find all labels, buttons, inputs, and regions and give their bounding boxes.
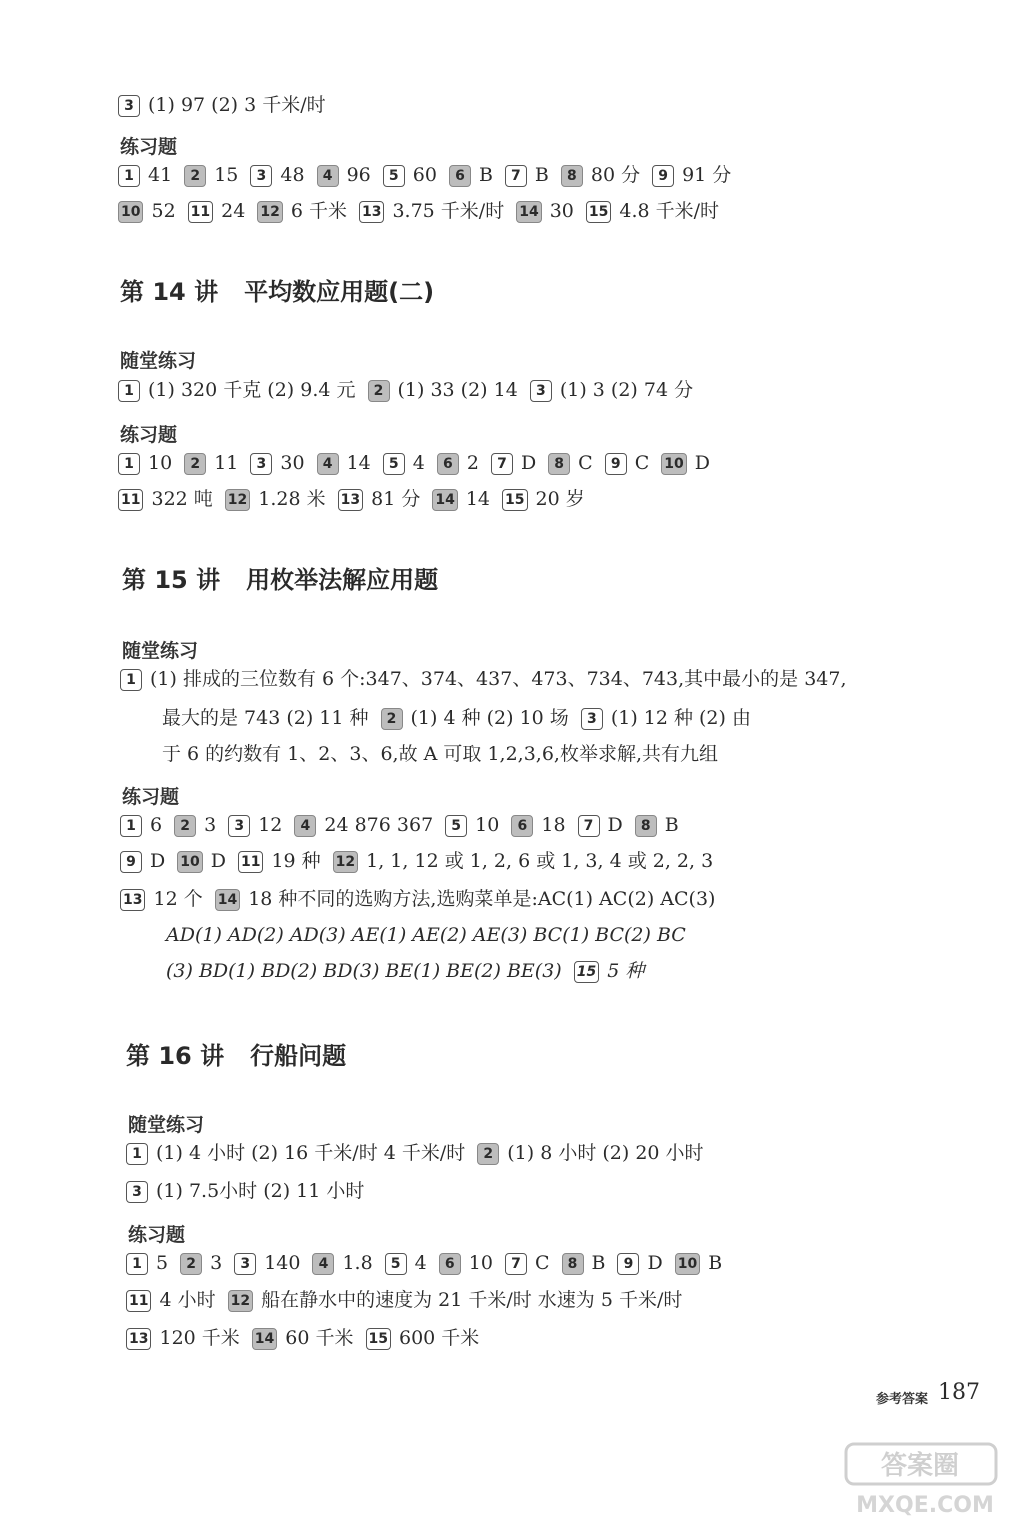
answer-line [120, 848, 725, 874]
answer-text: (1) 12 种 (2) 由 [610, 707, 751, 729]
item-number-badge: 10 [675, 1253, 700, 1275]
answer-text: 船在静水中的速度为 21 千米/时 水速为 5 千米/时 [261, 1289, 683, 1311]
answer-item [338, 488, 421, 510]
item-number-badge: 3 [581, 708, 603, 730]
answer-text: 140 [264, 1252, 301, 1274]
answer-text: 30 [549, 200, 574, 222]
answer-text: C [634, 452, 650, 474]
answer-text: D [694, 452, 710, 474]
item-number-badge: 9 [652, 165, 674, 187]
item-number-badge: 3 [250, 453, 272, 475]
item-number-badge: 11 [126, 1290, 151, 1312]
answer-text: D [520, 452, 537, 474]
answer-text: 10 [468, 1252, 493, 1274]
answer-text: AD(1) AD(2) AD(3) AE(1) AE(2) AE(3) BC(1) BC(2) BC [166, 924, 686, 946]
item-number-badge: 1 [118, 453, 140, 475]
item-number-badge: 2 [368, 380, 390, 402]
answer-text: C [534, 1252, 550, 1274]
item-number-badge: 1 [118, 165, 140, 187]
answer-item [126, 1180, 364, 1202]
answer-text: 91 分 [682, 164, 732, 186]
item-number-badge: 2 [174, 815, 196, 837]
answer-item [505, 1252, 550, 1274]
answer-item [675, 1252, 722, 1274]
answer-item [581, 707, 751, 729]
item-number-badge: 3 [118, 95, 140, 117]
answer-item [449, 164, 493, 186]
answer-item [252, 1327, 354, 1349]
answer-item [548, 452, 593, 474]
answer-text: 12 个 [153, 888, 203, 910]
item-number-badge: 6 [439, 1253, 461, 1275]
answer-item [126, 1289, 216, 1311]
item-number-badge: 3 [530, 380, 552, 402]
item-number-badge: 10 [177, 851, 202, 873]
answer-line [166, 958, 656, 984]
answer-item [184, 452, 238, 474]
item-number-badge: 1 [118, 380, 140, 402]
answer-text: (1) 33 (2) 14 [397, 379, 518, 401]
practice-label: 练习题 [128, 1224, 186, 1246]
answer-text: 6 [150, 814, 163, 836]
item-number-badge: 5 [383, 165, 405, 187]
top-answer [118, 92, 326, 118]
answer-item [652, 164, 731, 186]
item-number-badge: 4 [317, 165, 339, 187]
item-number-badge: 3 [126, 1181, 148, 1203]
answer-item [383, 164, 437, 186]
watermark-logo-text: 答案圈 [880, 1451, 960, 1481]
answer-text: 于 6 的约数有 1、2、3、6,故 A 可取 1,2,3,6,枚举求解,共有九组 [162, 743, 718, 765]
item-number-badge: 14 [516, 201, 541, 223]
answer-text: 48 [280, 164, 305, 186]
item-number-badge: 15 [574, 961, 599, 983]
footer-label: 参考答案 [875, 1392, 928, 1407]
item-number-badge: 13 [338, 489, 363, 511]
answer-text: B [708, 1252, 723, 1274]
item-number-badge: 1 [126, 1253, 148, 1275]
item-number-badge: 15 [586, 201, 611, 223]
lecture-title: 行船问题 [250, 1042, 347, 1070]
answer-item [120, 888, 203, 910]
answer-item [617, 1252, 662, 1274]
answer-text: 52 [151, 200, 176, 222]
item-number-badge: 3 [234, 1253, 256, 1275]
lecture-heading [126, 1036, 346, 1071]
answer-line [118, 162, 743, 188]
item-number-badge: 7 [505, 1253, 527, 1275]
class-practice-label: 随堂练习 [122, 640, 199, 662]
item-number-badge: 6 [511, 815, 533, 837]
lecture-heading [120, 272, 434, 307]
answer-item [511, 814, 565, 836]
item-number-badge: 6 [449, 165, 471, 187]
answer-item [166, 924, 686, 946]
answer-text: (1) 7.5小时 (2) 11 小时 [156, 1180, 365, 1202]
answer-text: (1) 320 千克 (2) 9.4 元 [148, 379, 356, 401]
item-number-badge: 4 [312, 1253, 334, 1275]
answer-item [162, 707, 369, 729]
item-number-badge: 1 [120, 669, 142, 691]
answer-item [368, 379, 518, 401]
answer-item [561, 164, 640, 186]
item-number-badge: 14 [215, 889, 240, 911]
item-number-badge: 2 [180, 1253, 202, 1275]
answer-item [118, 488, 213, 510]
answer-item [238, 850, 321, 872]
item-number-badge: 2 [184, 453, 206, 475]
answer-item [432, 488, 490, 510]
answer-text: 3 [204, 814, 217, 836]
answer-item [586, 200, 719, 222]
answer-text: B [534, 164, 549, 186]
answer-text: (1) 4 小时 (2) 16 千米/时 4 千米/时 [156, 1142, 466, 1164]
answer-text: 6 千米 [290, 200, 347, 222]
answer-text: 120 千米 [159, 1327, 240, 1349]
answer-text: (1) 4 种 (2) 10 场 [410, 707, 569, 729]
answer-text: B [664, 814, 679, 836]
answer-item [174, 814, 216, 836]
item-number-badge: 9 [120, 851, 142, 873]
practice-label: 练习题 [120, 424, 178, 446]
answer-text: 18 种不同的选购方法,选购菜单是:AC(1) AC(2) AC(3) [248, 888, 716, 910]
answer-text: 4 [412, 452, 425, 474]
answer-item [333, 850, 714, 872]
answer-text: 1.8 [342, 1252, 373, 1274]
answer-text: (1) 排成的三位数有 6 个:347、374、437、473、734、743,其中最小的是 347, [150, 668, 847, 690]
answer-item [118, 452, 172, 474]
item-number-badge: 13 [120, 889, 145, 911]
answer-item [437, 452, 479, 474]
answer-line [166, 922, 698, 948]
answer-line [118, 198, 731, 224]
answer-text: 60 [412, 164, 437, 186]
item-number-badge: 7 [578, 815, 600, 837]
answer-item [317, 452, 371, 474]
answer-text: 41 [148, 164, 173, 186]
answer-text: 5 种 [607, 960, 645, 982]
answer-text: 1, 1, 12 或 1, 2, 6 或 1, 3, 4 或 2, 2, 3 [366, 850, 714, 872]
answer-item [605, 452, 650, 474]
answer-text: 10 [475, 814, 500, 836]
answer-text: 20 岁 [535, 488, 585, 510]
item-number-badge: 7 [491, 453, 513, 475]
item-number-badge: 9 [617, 1253, 639, 1275]
answer-item [184, 164, 238, 186]
item-number-badge: 6 [437, 453, 459, 475]
answer-text: 322 吨 [151, 488, 213, 510]
answer-item [257, 200, 347, 222]
answer-text: 80 分 [590, 164, 641, 186]
answer-item [359, 200, 504, 222]
item-number-badge: 8 [548, 453, 570, 475]
answer-item [250, 452, 304, 474]
answer-line [120, 886, 727, 912]
answer-text: 2 [466, 452, 479, 474]
answer-line [120, 812, 691, 838]
practice-label: 练习题 [120, 136, 178, 158]
answer-line [162, 741, 730, 767]
answer-text: 3.75 千米/时 [392, 200, 505, 222]
answer-item [120, 668, 847, 690]
answer-line [126, 1287, 694, 1313]
answer-text: (1) 3 (2) 74 分 [559, 379, 694, 401]
answer-text: 1.28 米 [258, 488, 326, 510]
answer-item [317, 164, 371, 186]
answer-text: 最大的是 743 (2) 11 种 [162, 707, 369, 729]
item-number-badge: 12 [228, 1290, 253, 1312]
answer-item [118, 379, 356, 401]
item-number-badge: 2 [381, 708, 403, 730]
class-practice-label: 随堂练习 [120, 350, 197, 372]
answer-item [574, 960, 645, 982]
item-number-badge: 5 [385, 1253, 407, 1275]
answer-item [120, 814, 162, 836]
item-number-badge: 8 [635, 815, 657, 837]
answer-item [635, 814, 679, 836]
answer-item [445, 814, 499, 836]
answer-line [120, 666, 859, 692]
answer-text: 24 876 367 [324, 814, 434, 836]
answer-text: D [647, 1252, 663, 1274]
answer-line [118, 450, 722, 476]
answer-item [578, 814, 623, 836]
answer-item [661, 452, 710, 474]
answer-text: 600 千米 [398, 1327, 480, 1349]
answer-item [385, 1252, 427, 1274]
answer-item [120, 850, 165, 872]
watermark-logo [840, 1440, 1010, 1520]
lecture-number: 第 14 讲 [120, 278, 219, 306]
item-number-badge: 12 [225, 489, 250, 511]
answer-text: 4.8 千米/时 [619, 200, 720, 222]
item-number-badge: 8 [562, 1253, 584, 1275]
answer-item [118, 164, 172, 186]
item-number-badge: 7 [505, 165, 527, 187]
page-number: 187 [938, 1380, 980, 1405]
answer-text: 4 [414, 1252, 427, 1274]
item-number-badge: 8 [561, 165, 583, 187]
item-number-badge: 11 [238, 851, 263, 873]
watermark-url: MXQE.COM [856, 1493, 994, 1518]
answer-item [562, 1252, 606, 1274]
item-number-badge: 1 [120, 815, 142, 837]
item-number-badge: 5 [445, 815, 467, 837]
answer-line [126, 1325, 491, 1351]
answer-text: (1) 97 (2) 3 千米/时 [148, 94, 326, 116]
answer-item [118, 200, 176, 222]
item-number-badge: 15 [366, 1328, 391, 1350]
answer-item [294, 814, 433, 836]
item-number-badge: 14 [252, 1328, 277, 1350]
item-number-badge: 14 [432, 489, 457, 511]
answer-item [228, 814, 282, 836]
lecture-number: 第 15 讲 [122, 566, 221, 594]
item-number-badge: 10 [661, 453, 686, 475]
answer-text: 19 种 [271, 850, 321, 872]
class-practice-label: 随堂练习 [128, 1114, 205, 1136]
answer-text: 5 [156, 1252, 169, 1274]
answer-text: (3) BD(1) BD(2) BD(3) BE(1) BE(2) BE(3) [166, 960, 562, 982]
lecture-heading [122, 560, 438, 595]
item-number-badge: 13 [126, 1328, 151, 1350]
answer-item [126, 1327, 240, 1349]
item-number-badge: 12 [257, 201, 282, 223]
answer-item [502, 488, 585, 510]
answer-item [439, 1252, 493, 1274]
answer-text: 14 [465, 488, 491, 510]
answer-text: B [591, 1252, 606, 1274]
answer-item [312, 1252, 372, 1274]
answer-text: (1) 8 小时 (2) 20 小时 [507, 1142, 704, 1164]
answer-line [126, 1250, 734, 1276]
item-number-badge: 4 [294, 815, 316, 837]
answer-item [516, 200, 574, 222]
answer-text: C [578, 452, 593, 474]
item-number-badge: 11 [188, 201, 213, 223]
item-number-badge: 11 [118, 489, 143, 511]
answer-line [118, 486, 597, 512]
answer-item [250, 164, 304, 186]
answer-line [118, 377, 705, 403]
answer-item [530, 379, 693, 401]
answer-text: 4 小时 [159, 1289, 216, 1311]
item-number-badge: 3 [250, 165, 272, 187]
answer-item [180, 1252, 222, 1274]
answer-item [177, 850, 226, 872]
answer-item [383, 452, 425, 474]
answer-text: 30 [280, 452, 305, 474]
item-number-badge: 15 [502, 489, 527, 511]
lecture-title: 平均数应用题(二) [244, 278, 435, 306]
item-number-badge: 9 [605, 453, 627, 475]
answer-text: D [607, 814, 623, 836]
answer-text: 12 [258, 814, 283, 836]
answer-item [126, 1142, 465, 1164]
practice-label: 练习题 [122, 786, 180, 808]
item-number-badge: 5 [383, 453, 405, 475]
answer-text: 14 [346, 452, 371, 474]
answer-text: 3 [210, 1252, 223, 1274]
answer-text: 10 [148, 452, 173, 474]
item-number-badge: 3 [228, 815, 250, 837]
answer-item [188, 200, 246, 222]
item-number-badge: 12 [333, 851, 358, 873]
answer-item [234, 1252, 300, 1274]
answer-text: 60 千米 [285, 1327, 354, 1349]
answer-text: D [210, 850, 226, 872]
answer-item [505, 164, 549, 186]
answer-item [126, 1252, 168, 1274]
answer-item [491, 452, 536, 474]
answer-line [126, 1178, 376, 1204]
answer-text: 11 [214, 452, 239, 474]
answer-item [228, 1289, 683, 1311]
answer-text: D [150, 850, 166, 872]
answer-text: 96 [346, 164, 371, 186]
item-number-badge: 4 [317, 453, 339, 475]
answer-line [126, 1140, 716, 1166]
answer-text: 24 [221, 200, 246, 222]
answer-item [225, 488, 326, 510]
item-number-badge: 13 [359, 201, 384, 223]
answer-item [215, 888, 716, 910]
item-number-badge: 2 [184, 165, 206, 187]
answer-text: 18 [541, 814, 566, 836]
item-number-badge: 2 [477, 1143, 499, 1165]
lecture-title: 用枚举法解应用题 [246, 566, 439, 594]
answer-line [162, 705, 763, 731]
answer-text: 81 分 [371, 488, 421, 510]
item-number-badge: 10 [118, 201, 143, 223]
answer-item [162, 743, 718, 765]
item-number-badge: 1 [126, 1143, 148, 1165]
answer-item [381, 707, 569, 729]
answer-item [166, 960, 562, 982]
answer-text: 15 [214, 164, 239, 186]
answer-item [477, 1142, 703, 1164]
answer-item [366, 1327, 480, 1349]
lecture-number: 第 16 讲 [126, 1042, 225, 1070]
answer-text: B [478, 164, 493, 186]
